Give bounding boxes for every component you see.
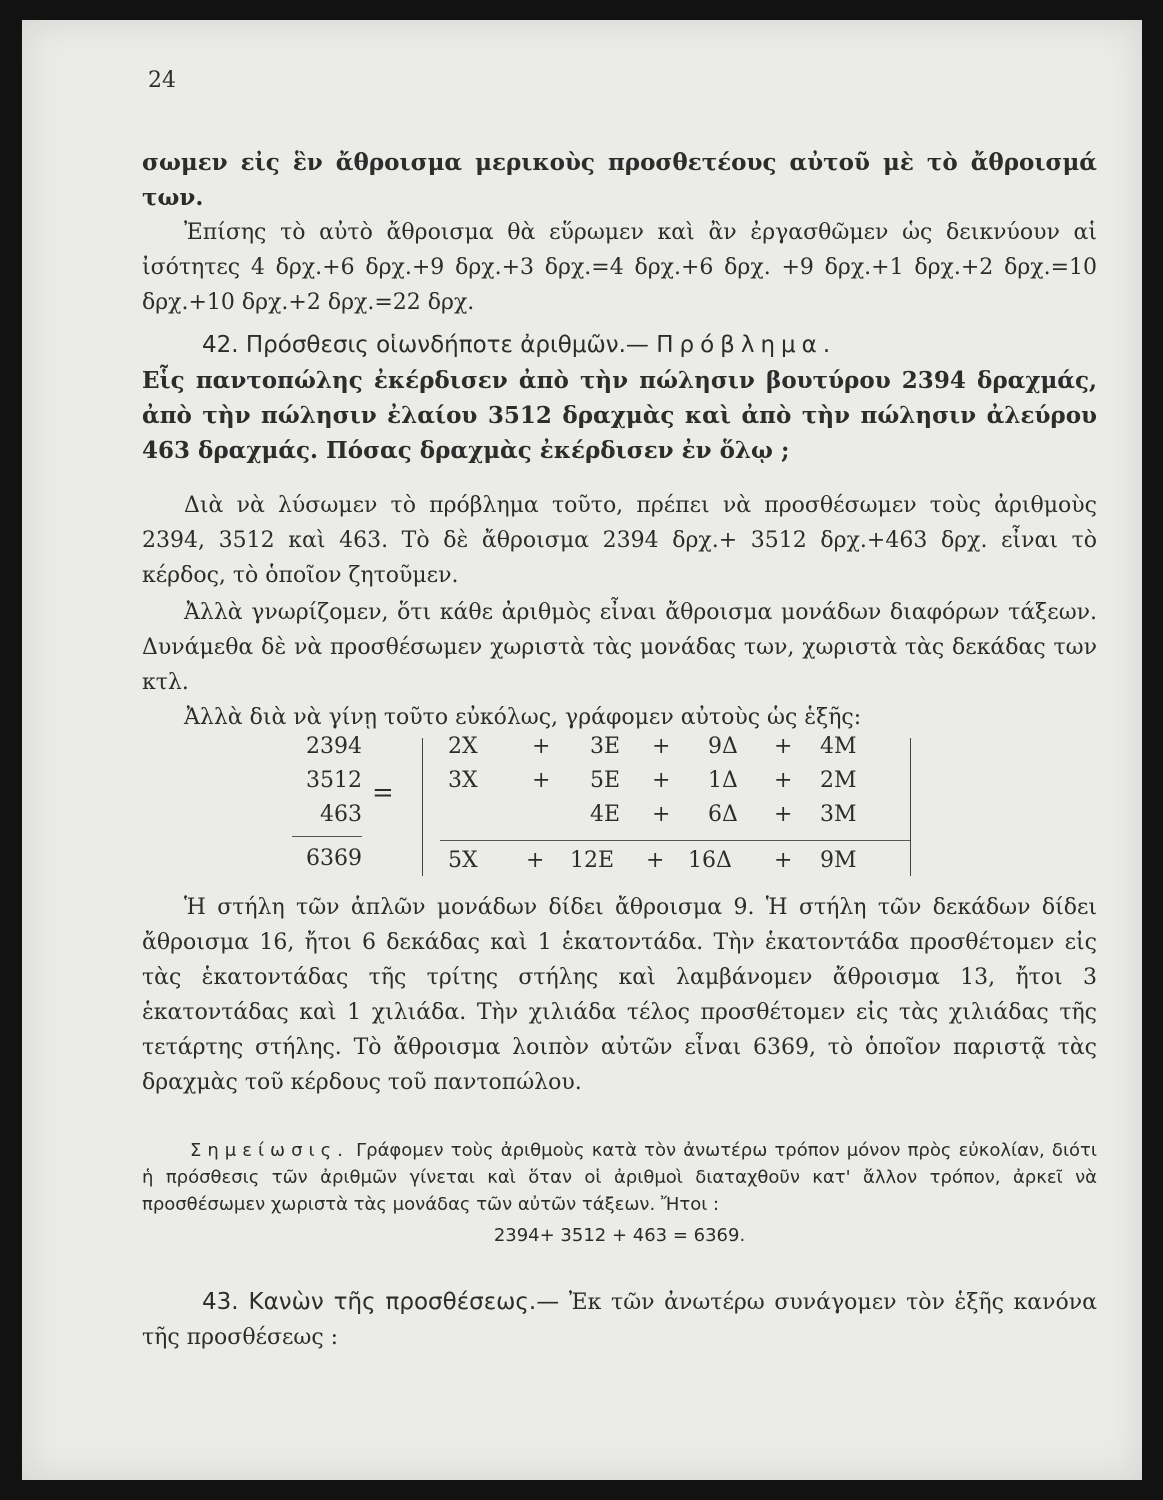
thousands-term: 2Χ <box>448 734 478 759</box>
plus-sign: + <box>774 734 793 759</box>
section-43-text: Ἐκ τῶν ἀνωτέρω συνάγομεν τὸν ἑξῆς κανόνα τῆς προσθέσεως : <box>142 1290 1098 1350</box>
units-total: 9Μ <box>820 848 857 873</box>
units-term: 3Μ <box>820 802 857 827</box>
solution-paragraph-1: Διὰ νὰ λύσωμεν τὸ πρόβλημα τοῦτο, πρέπει νὰ προσθέσωμεν τοὺς ἀριθμοὺς 2394, 3512 καὶ 463. Τὸ δὲ ἄθροισμα 2394 δρχ.+ 3512 δρχ.+463 δρχ. εἶναι τὸ κέρδος, τὸ ὁποῖον ζητοῦμεν. <box>142 493 1097 588</box>
addend-2: 3512 <box>306 768 362 793</box>
section-43-heading: 43. Κανὼν τῆς προσθέσεως.— <box>202 1289 560 1315</box>
sum-total: 6369 <box>306 846 362 871</box>
section-43-paragraph <box>142 1284 1097 1355</box>
section-42-heading-line <box>142 327 1097 363</box>
problem-label: Πρόβλημα. <box>656 332 837 358</box>
thousands-term: 3Χ <box>448 768 478 793</box>
thousands-total: 5Χ <box>448 848 478 873</box>
units-term: 4Μ <box>820 734 857 759</box>
plus-sign: + <box>532 734 551 759</box>
plus-sign: + <box>652 802 671 827</box>
right-bracket <box>910 738 911 876</box>
tens-total: 16Δ <box>688 848 732 873</box>
addition-table <box>270 718 930 878</box>
units-term: 2Μ <box>820 768 857 793</box>
tens-term: 6Δ <box>708 802 738 827</box>
solution-paragraph-2: Ἀλλὰ γνωρίζομεν, ὅτι κάθε ἀριθμὸς εἶναι ἄθροισμα μονάδων διαφόρων τάξεων. Δυνάμεθα δὲ νὰ προσθέσωμεν χωριστὰ τὰς μονάδας των, χωριστὰ τὰς δεκάδας των κτλ. <box>142 600 1097 695</box>
intro-paragraph: Ἐπίσης τὸ αὐτὸ ἄθροισμα θὰ εὕρωμεν καὶ ἂν ἐργασθῶμεν ὡς δεικνύουν αἱ ἰσότητες 4 δρχ.+6 δρχ.+9 δρχ.+3 δρχ.=4 δρχ.+6 δρχ. +9 δρχ.+1 δρχ.+2 δρχ.=10 δρχ.+10 δρχ.+2 δρχ.=22 δρχ. <box>142 220 1097 315</box>
plus-sign: + <box>774 768 793 793</box>
note-text: Γράφομεν τοὺς ἀριθμοὺς κατὰ τὸν ἀνωτέρω τρόπον μόνον πρὸς εὐκολίαν, διότι ἡ πρόσθεσις τῶν ἀριθμῶν γίνεται καὶ ὅταν οἱ ἀριθμοὶ διαταχθοῦν κατ' ἄλλον τρόπον, ἀρκεῖ νὰ προσθέσωμεν χωριστὰ τὰς μονάδας τῶν αὐτῶν τάξεων. Ἤτοι : <box>142 1140 1097 1215</box>
solution-paragraph-3: Ἀλλὰ διὰ νὰ γίνῃ τοῦτο εὐκόλως, γράφομεν αὐτοὺς ὡς ἑξῆς: <box>184 705 862 730</box>
plus-sign: + <box>652 768 671 793</box>
page-number: 24 <box>148 68 176 93</box>
note-paragraph <box>142 1137 1097 1218</box>
problem-statement: Εἷς παντοπώλης ἐκέρδισεν ἀπὸ τὴν πώλησιν βουτύρου 2394 δραχμάς, ἀπὸ τὴν πώλησιν ἐλαίου 3512 δραχμὰς καὶ ἀπὸ τὴν πώλησιν ἀλεύρου 463 δραχμάς. Πόσας δραχμὰς ἐκέρδισεν ἐν ὅλῳ ; <box>142 367 1097 464</box>
sum-line-right <box>440 840 910 841</box>
note-label: Σημείωσις. <box>190 1140 349 1161</box>
hundreds-term: 4Ε <box>590 802 621 827</box>
equals-sign: = <box>372 778 394 808</box>
explanation-block <box>142 890 1097 1100</box>
section-42-heading: 42. Πρόσθεσις οἱωνδήποτε ἀριθμῶν.— <box>202 332 649 358</box>
addend-3: 463 <box>320 802 362 827</box>
solution-block <box>142 488 1097 735</box>
top-block <box>142 145 1097 320</box>
left-bracket <box>422 738 423 876</box>
sum-line-left <box>292 836 362 837</box>
plus-sign: + <box>774 802 793 827</box>
addend-1: 2394 <box>306 734 362 759</box>
tens-term: 1Δ <box>708 768 738 793</box>
hundreds-term: 5Ε <box>590 768 621 793</box>
note-block <box>142 1137 1097 1249</box>
hundreds-term: 3Ε <box>590 734 621 759</box>
plus-sign: + <box>774 848 793 873</box>
plus-sign: + <box>532 768 551 793</box>
intro-continuation: σωμεν εἰς ἓν ἄθροισμα μερικοὺς προσθετέους αὐτοῦ μὲ τὸ ἄθροισμά των. <box>142 149 1097 211</box>
section-42 <box>142 327 1097 468</box>
plus-sign: + <box>646 848 665 873</box>
plus-sign: + <box>652 734 671 759</box>
note-equation: 2394+ 3512 + 463 = 6369. <box>493 1225 746 1246</box>
tens-term: 9Δ <box>708 734 738 759</box>
plus-sign: + <box>526 848 545 873</box>
explanation-paragraph: Ἡ στήλη τῶν ἁπλῶν μονάδων δίδει ἄθροισμα 9. Ἡ στήλη τῶν δεκάδων δίδει ἄθροισμα 16, ἤτοι 6 δεκάδας καὶ 1 ἑκατοντάδα. Τὴν ἑκατοντάδα προσθέτομεν εἰς τὰς ἑκατοντάδας τῆς τρίτης στήλης καὶ λαμβάνομεν ἄθροισμα 13, ἤτοι 3 ἑκατοντάδας καὶ 1 χιλιάδα. Τὴν χιλιάδα τέλος προσθέτομεν εἰς τὰς χιλιάδας τῆς τετάρτης στήλης. Τὸ ἄθροισμα λοιπὸν αὐτῶν εἶναι 6369, τὸ ὁποῖον παριστᾷ τὰς δραχμὰς τοῦ κέρδους τοῦ παντοπώλου. <box>142 895 1097 1095</box>
section-43 <box>142 1284 1097 1355</box>
hundreds-total: 12Ε <box>570 848 615 873</box>
